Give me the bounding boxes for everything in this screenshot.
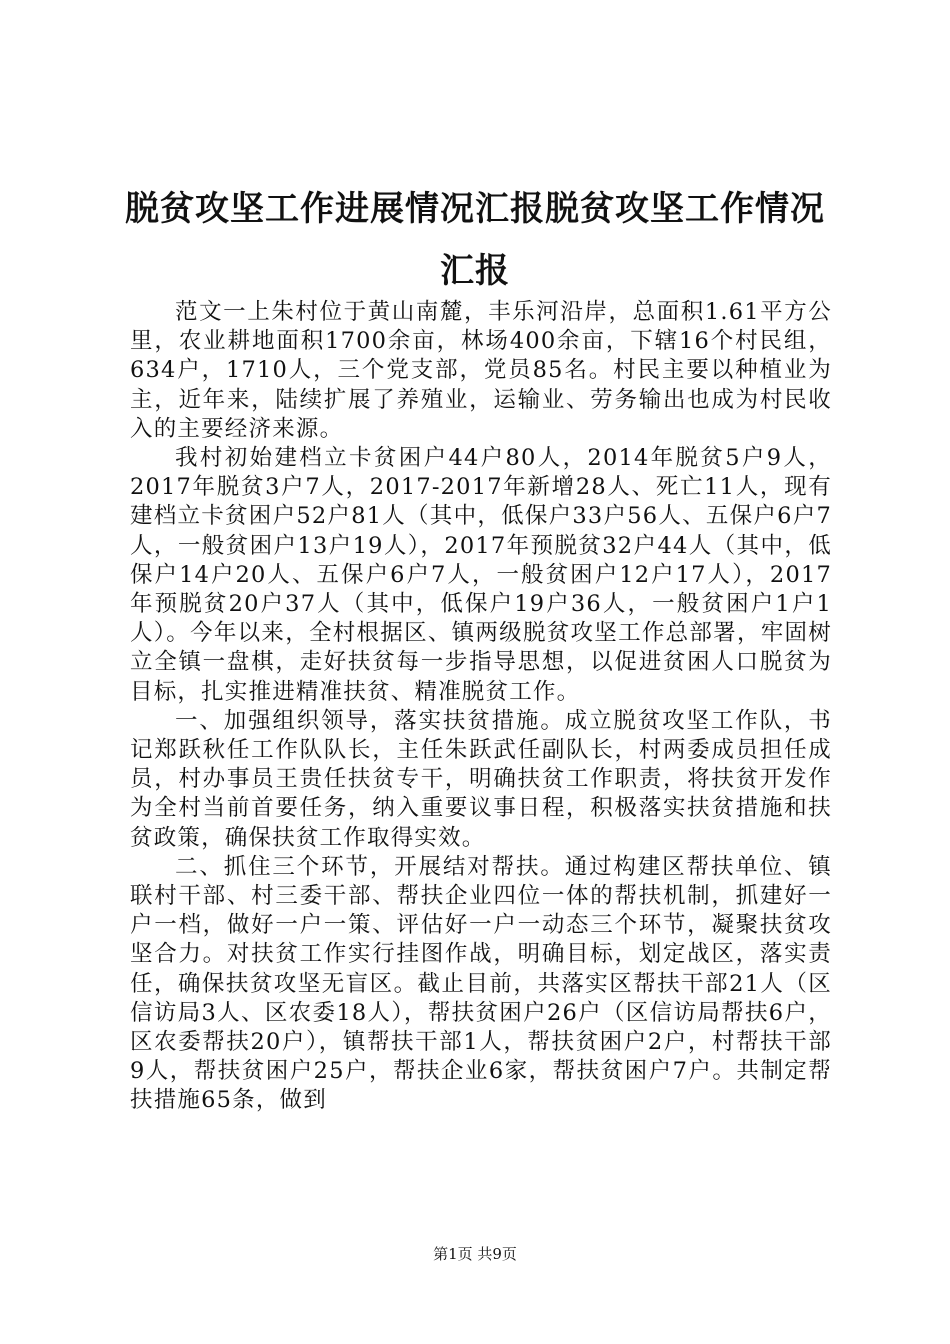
- document-body: [130, 298, 832, 1116]
- document-title: 脱贫攻坚工作进展情况汇报脱贫攻坚工作情况汇报: [125, 189, 825, 291]
- paragraph-poverty-stats: 我村初始建档立卡贫困户44户80人，2014年脱贫5户9人，2017年脱贫3户7人，2017-2017年新增28人、死亡11人，现有建档立卡贫困户52户81人（其中，低保户33户56人、五保户6户7人，一般贫困户13户19人），2017年预脱贫32户44人（其中，低保户14户20人、五保户6户7人，一般贫困户12户17人），2017年预脱贫20户37人（其中，低保户19户36人，一般贫困户1户1人）。今年以来，全村根据区、镇两级脱贫攻坚工作总部署，牢固树立全镇一盘棋，走好扶贫每一步指导思想，以促进贫困人口脱贫为目标，扎实推进精准扶贫、精准脱贫工作。: [130, 445, 832, 705]
- paragraph-assistance: 二、抓住三个环节，开展结对帮扶。通过构建区帮扶单位、镇联村干部、村三委干部、帮扶企业四位一体的帮扶机制，抓建好一户一档，做好一户一策、评估好一户一动态三个环节，凝聚扶贫攻坚合力。对扶贫工作实行挂图作战，明确目标，划定战区，落实责任，确保扶贫攻坚无盲区。截止目前，共落实区帮扶干部21人（区信访局3人、区农委18人），帮扶贫困户26户（区信访局帮扶6户，区农委帮扶20户），镇帮扶干部1人，帮扶贫困户2户，村帮扶干部9人，帮扶贫困户25户，帮扶企业6家，帮扶贫困户7户。共制定帮扶措施65条，做到: [130, 853, 832, 1114]
- paragraph-organization: 一、加强组织领导，落实扶贫措施。成立脱贫攻坚工作队，书记郑跃秋任工作队队长，主任朱跃武任副队长，村两委成员担任成员，村办事员王贵任扶贫专干，明确扶贫工作职责，将扶贫开发作为全村当前首要任务，纳入重要议事日程，积极落实扶贫措施和扶贫政策，确保扶贫工作取得实效。: [130, 707, 832, 851]
- page-footer: 第1页 共9页: [433, 1245, 517, 1263]
- paragraph-overview: 范文一上朱村位于黄山南麓，丰乐河沿岸，总面积1.61平方公里，农业耕地面积1700余亩，林场400余亩，下辖16个村民组，634户，1710人，三个党支部，党员85名。村民主要以种植业为主，近年来，陆续扩展了养殖业，运输业、劳务输出也成为村民收入的主要经济来源。: [130, 299, 832, 442]
